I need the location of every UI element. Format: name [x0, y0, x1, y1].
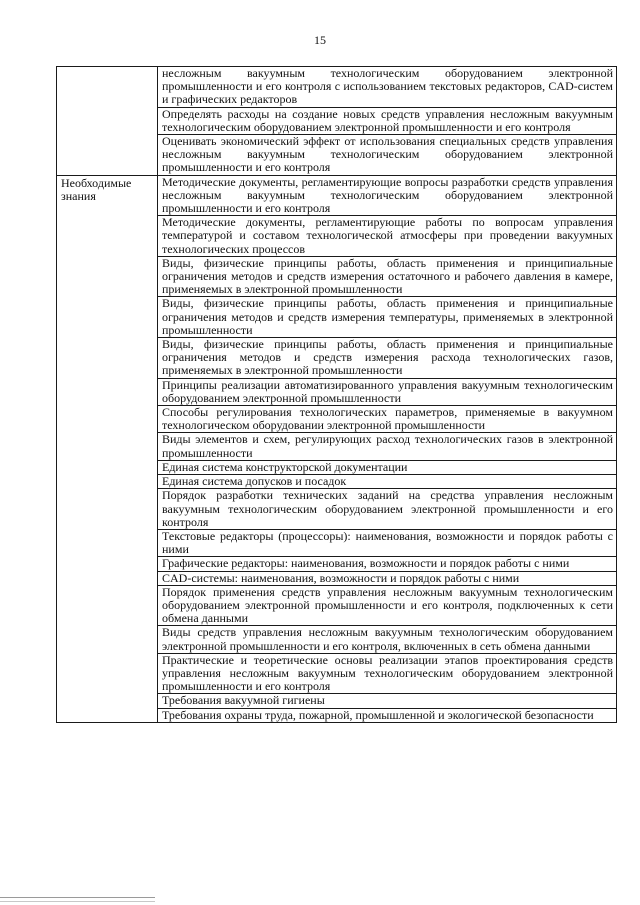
knowledge-item: Порядок разработки технических заданий на средства управления несложным вакуумным технологическим оборудованием электронной промышленности и его контроля: [158, 489, 617, 530]
knowledge-item: Требования охраны труда, пожарной, промышленной и экологической безопасности: [158, 708, 617, 722]
knowledge-item: Методические документы, регламентирующие вопросы разработки средств управления несложным вакуумным технологическим оборудованием электронной промышленности и его контроля: [158, 175, 617, 216]
knowledge-item: Требования вакуумной гигиены: [158, 694, 617, 708]
footer-divider: [0, 901, 155, 902]
knowledge-item: Виды средств управления несложным вакуумным технологическим оборудованием электронной промышленности и его контроля, включенных в сеть обмена данными: [158, 626, 617, 653]
skill-item: несложным вакуумным технологическим оборудованием электронной промышленности и его контроля с использованием текстовых редакторов, CAD-систем и графических редакторов: [158, 67, 617, 108]
knowledge-item: Виды, физические принципы работы, область применения и принципиальные ограничения методов и средств измерения расхода технологических газов, применяемых в электронной промышленности: [158, 338, 617, 379]
knowledge-item: Принципы реализации автоматизированного управления вакуумным технологическим оборудованием электронной промышленности: [158, 378, 617, 405]
knowledge-item: Порядок применения средств управления несложным вакуумным технологическим оборудованием электронной промышленности и его контроля, подключенных к сети обмена данными: [158, 585, 617, 626]
skill-item: Оценивать экономический эффект от использования специальных средств управления несложным вакуумным технологическим оборудованием электронной промышленности и его контроля: [158, 135, 617, 176]
table-row: [57, 175, 617, 216]
skills-label-cell: [57, 67, 158, 176]
knowledge-item: Виды, физические принципы работы, область применения и принципиальные ограничения методов и средств измерения температуры, применяемых в электронной промышленности: [158, 297, 617, 338]
skill-item: Определять расходы на создание новых средств управления несложным вакуумным технологическим оборудованием электронной промышленности и его контроля: [158, 107, 617, 134]
knowledge-item: Графические редакторы: наименования, возможности и порядок работы с ними: [158, 557, 617, 571]
knowledge-item: CAD-системы: наименования, возможности и порядок работы с ними: [158, 571, 617, 585]
knowledge-item: Виды, физические принципы работы, область применения и принципиальные ограничения методов и средств измерения остаточного и рабочего давления в камере, применяемых в электронной промышленности: [158, 256, 617, 297]
knowledge-item: Единая система допусков и посадок: [158, 475, 617, 489]
knowledge-item: Способы регулирования технологических параметров, применяемые в вакуумном технологическом оборудовании электронной промышленности: [158, 406, 617, 433]
knowledge-item: Виды элементов и схем, регулирующих расход технологических газов в электронной промышленности: [158, 433, 617, 460]
knowledge-label: Необходимые знания: [57, 175, 158, 722]
knowledge-item: Единая система конструкторской документации: [158, 460, 617, 474]
knowledge-item: Методические документы, регламентирующие работы по вопросам управления температурой и составом технологической атмосферы при проведении вакуумных технологических процессов: [158, 216, 617, 257]
requirements-table: [56, 66, 617, 723]
knowledge-item: Текстовые редакторы (процессоры): наименования, возможности и порядок работы с ними: [158, 529, 617, 556]
knowledge-item: Практические и теоретические основы реализации этапов проектирования средств управления несложным вакуумным технологическим оборудованием электронной промышленности и его контроля: [158, 653, 617, 694]
footer-divider: [0, 897, 155, 898]
page-number: 15: [314, 33, 326, 47]
table-row: [57, 67, 617, 108]
